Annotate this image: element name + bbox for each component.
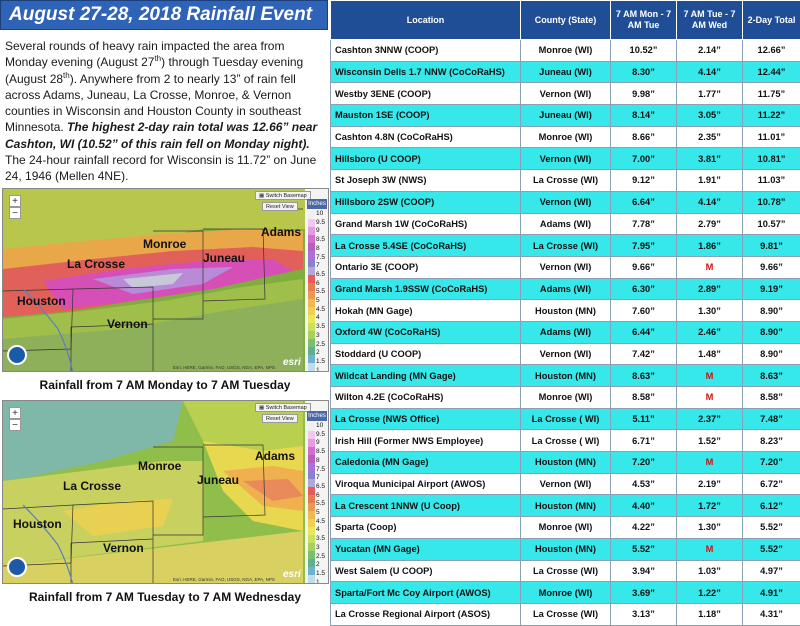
cell-location: Yucatan (MN Gage): [331, 538, 521, 560]
map-label-adams: Adams: [261, 225, 301, 239]
noaa-logo-icon: [7, 345, 27, 365]
cell-day2: 1.52”: [677, 430, 743, 452]
cell-day2: 1.86”: [677, 235, 743, 257]
map-label-la-crosse: La Crosse: [63, 479, 121, 493]
cell-day2: 2.79”: [677, 213, 743, 235]
cell-day2: M: [677, 387, 743, 409]
page-title: August 27-28, 2018 Rainfall Event: [9, 4, 312, 26]
cell-location: Wilton 4.2E (CoCoRaHS): [331, 387, 521, 409]
intro-part: ). Anywhere from 2 to nearly 13” of rain fell across Adams, Juneau, La Crosse, Monroe, & Vernon counties in Wisconsin and Houston County in southeast Minnesota.: [5, 72, 301, 135]
cell-location: Grand Marsh 1.9SSW (CoCoRaHS): [331, 278, 521, 300]
cell-county: Monroe (WI): [521, 517, 611, 539]
switch-basemap-label: Switch Basemap: [266, 405, 307, 411]
legend-value: 10: [316, 422, 325, 431]
header-day2[interactable]: 7 AM Tue - 7 AM Wed: [677, 1, 743, 40]
intro-sup: th: [63, 71, 70, 80]
zoom-in-button[interactable]: +: [9, 195, 21, 207]
table-row: [331, 408, 800, 430]
cell-total: 8.90”: [743, 321, 800, 343]
cell-total: 8.23”: [743, 430, 800, 452]
cell-location: Wisconsin Dells 1.7 NNW (CoCoRaHS): [331, 61, 521, 83]
map-caption-day2: Rainfall from 7 AM Tuesday to 7 AM Wednesday: [0, 590, 330, 604]
cell-day2: 4.14”: [677, 191, 743, 213]
table-row: [331, 517, 800, 539]
legend-value: 8.5: [316, 236, 325, 245]
cell-day1: 5.52”: [611, 538, 677, 560]
legend-value: 5: [316, 297, 325, 306]
table-row: [331, 256, 800, 278]
cell-total: 6.72”: [743, 473, 800, 495]
cell-location: Sparta (Coop): [331, 517, 521, 539]
cell-location: La Crescent 1NNW (U Coop): [331, 495, 521, 517]
cell-day1: 7.00”: [611, 148, 677, 170]
rainfall-map-day1[interactable]: [2, 188, 329, 372]
cell-day1: 4.53”: [611, 473, 677, 495]
rainfall-table: [330, 0, 800, 626]
map-attribution: Esri, HERE, Garmin, FAO, USGS, NGA, EPA, NPS: [173, 577, 275, 582]
cell-county: La Crosse ( WI): [521, 408, 611, 430]
legend-value: 7: [316, 262, 325, 271]
cell-location: Wildcat Landing (MN Gage): [331, 365, 521, 387]
cell-location: Hokah (MN Gage): [331, 300, 521, 322]
cell-location: Oxford 4W (CoCoRaHS): [331, 321, 521, 343]
table-row: [331, 365, 800, 387]
cell-location: Hillsboro (U COOP): [331, 148, 521, 170]
cell-day2: 1.18”: [677, 603, 743, 625]
legend-value: 3: [316, 332, 325, 341]
cell-county: Vernon (WI): [521, 83, 611, 105]
cell-county: Adams (WI): [521, 321, 611, 343]
cell-total: 4.97”: [743, 560, 800, 582]
cell-total: 5.52”: [743, 538, 800, 560]
table-row: [331, 538, 800, 560]
legend-value: 4.5: [316, 518, 325, 527]
cell-day2: 1.22”: [677, 582, 743, 604]
legend-values: [316, 422, 325, 584]
cell-county: Adams (WI): [521, 213, 611, 235]
legend-units: Inches: [307, 411, 327, 421]
cell-day2: 1.48”: [677, 343, 743, 365]
cell-day1: 8.30”: [611, 61, 677, 83]
cell-day1: 9.98”: [611, 83, 677, 105]
table-row: [331, 148, 800, 170]
cell-location: Westby 3ENE (COOP): [331, 83, 521, 105]
legend-value: 6: [316, 280, 325, 289]
legend-value: 9.5: [316, 431, 325, 440]
table-row: [331, 191, 800, 213]
cell-day2: M: [677, 365, 743, 387]
table-row: [331, 126, 800, 148]
legend-value: 7.5: [316, 254, 325, 263]
legend-value: 5: [316, 509, 325, 518]
cell-total: 6.12”: [743, 495, 800, 517]
table-row: [331, 321, 800, 343]
map-label-adams: Adams: [255, 449, 295, 463]
noaa-logo-icon: [7, 557, 27, 577]
switch-basemap-button[interactable]: ▦ Switch Basemap: [255, 403, 311, 412]
cell-total: 11.03”: [743, 170, 800, 192]
cell-total: 9.66”: [743, 256, 800, 278]
cell-day2: M: [677, 256, 743, 278]
cell-county: Vernon (WI): [521, 148, 611, 170]
cell-location: Mauston 1SE (COOP): [331, 105, 521, 127]
map-label-monroe: Monroe: [143, 237, 186, 251]
table-row: [331, 300, 800, 322]
cell-county: La Crosse ( WI): [521, 430, 611, 452]
legend-value: 9: [316, 227, 325, 236]
cell-day2: 2.37”: [677, 408, 743, 430]
map-label-juneau: Juneau: [197, 473, 239, 487]
cell-day2: 4.14”: [677, 61, 743, 83]
map-label-vernon: Vernon: [107, 317, 148, 331]
cell-day2: 2.35”: [677, 126, 743, 148]
legend-value: 4: [316, 314, 325, 323]
intro-text: [5, 38, 327, 185]
table-row: [331, 278, 800, 300]
table-row: [331, 105, 800, 127]
table-row: [331, 582, 800, 604]
table-row: [331, 343, 800, 365]
legend-value: 2.5: [316, 553, 325, 562]
cell-county: Monroe (WI): [521, 126, 611, 148]
cell-total: 10.57”: [743, 213, 800, 235]
cell-county: La Crosse (WI): [521, 170, 611, 192]
cell-location: St Joseph 3W (NWS): [331, 170, 521, 192]
cell-total: 12.44”: [743, 61, 800, 83]
cell-day2: 1.30”: [677, 300, 743, 322]
cell-day1: 5.11”: [611, 408, 677, 430]
switch-basemap-button[interactable]: ▦ Switch Basemap: [255, 191, 311, 200]
cell-day1: 3.69”: [611, 582, 677, 604]
cell-location: Sparta/Fort Mc Coy Airport (AWOS): [331, 582, 521, 604]
cell-day2: 2.19”: [677, 473, 743, 495]
legend-value: 1: [316, 367, 325, 372]
cell-total: 9.81”: [743, 235, 800, 257]
legend-value: 5.5: [316, 500, 325, 509]
esri-logo: esri: [283, 357, 301, 368]
legend-value: 5.5: [316, 288, 325, 297]
cell-total: 4.31”: [743, 603, 800, 625]
cell-day1: 9.12”: [611, 170, 677, 192]
legend-value: 6.5: [316, 483, 325, 492]
cell-day1: 7.20”: [611, 452, 677, 474]
cell-total: 11.75”: [743, 83, 800, 105]
cell-county: Houston (MN): [521, 452, 611, 474]
zoom-out-button[interactable]: −: [9, 419, 21, 431]
cell-county: Houston (MN): [521, 538, 611, 560]
rainfall-map-day2[interactable]: [2, 400, 329, 584]
table-row: [331, 40, 800, 62]
cell-day1: 3.13”: [611, 603, 677, 625]
cell-day2: 2.89”: [677, 278, 743, 300]
table-row: [331, 83, 800, 105]
cell-county: Houston (MN): [521, 300, 611, 322]
legend-value: 7.5: [316, 466, 325, 475]
legend-value: 3.5: [316, 323, 325, 332]
header-total[interactable]: 2-Day Total: [743, 1, 800, 40]
cell-total: 8.58”: [743, 387, 800, 409]
cell-day2: 1.03”: [677, 560, 743, 582]
table-row: [331, 235, 800, 257]
map-label-monroe: Monroe: [138, 459, 181, 473]
cell-day1: 7.78”: [611, 213, 677, 235]
cell-day2: 3.05”: [677, 105, 743, 127]
cell-county: La Crosse (WI): [521, 560, 611, 582]
cell-day1: 4.40”: [611, 495, 677, 517]
map-label-houston: Houston: [13, 517, 62, 531]
cell-day1: 6.30”: [611, 278, 677, 300]
table-row: [331, 170, 800, 192]
cell-day1: 6.71”: [611, 430, 677, 452]
cell-total: 8.90”: [743, 343, 800, 365]
cell-total: 8.90”: [743, 300, 800, 322]
intro-sup: th: [154, 54, 161, 63]
cell-county: Monroe (WI): [521, 387, 611, 409]
table-row: [331, 495, 800, 517]
legend-value: 1: [316, 579, 325, 584]
legend-value: 1.5: [316, 358, 325, 367]
cell-day1: 10.52”: [611, 40, 677, 62]
left-panel: [0, 0, 330, 612]
rainfall-map-day1-image: [3, 189, 329, 372]
map-label-houston: Houston: [17, 294, 66, 308]
table-row: [331, 61, 800, 83]
cell-county: La Crosse (WI): [521, 603, 611, 625]
cell-total: 12.66”: [743, 40, 800, 62]
cell-total: 11.22”: [743, 105, 800, 127]
cell-day2: M: [677, 538, 743, 560]
legend-value: 2: [316, 561, 325, 570]
cell-county: Vernon (WI): [521, 256, 611, 278]
cell-day1: 6.44”: [611, 321, 677, 343]
cell-location: Cashton 3NNW (COOP): [331, 40, 521, 62]
intro-part: The 24-hour rainfall record for Wisconsin is 11.72” on June 24, 1946 (Mellen 4NE).: [5, 153, 316, 183]
cell-day1: 3.94”: [611, 560, 677, 582]
legend-value: 4: [316, 526, 325, 535]
legend-value: 9.5: [316, 219, 325, 228]
cell-day2: M: [677, 452, 743, 474]
legend-value: 6.5: [316, 271, 325, 280]
cell-total: 10.81”: [743, 148, 800, 170]
table-row: [331, 452, 800, 474]
cell-county: Vernon (WI): [521, 343, 611, 365]
legend-value: 8: [316, 245, 325, 254]
cell-total: 10.78”: [743, 191, 800, 213]
cell-day2: 3.81”: [677, 148, 743, 170]
legend-value: 2: [316, 349, 325, 358]
esri-logo: esri: [283, 569, 301, 580]
cell-day1: 7.42”: [611, 343, 677, 365]
legend-value: 8: [316, 457, 325, 466]
cell-location: Cashton 4.8N (CoCoRaHS): [331, 126, 521, 148]
map-caption-day1: Rainfall from 7 AM Monday to 7 AM Tuesday: [0, 378, 330, 392]
cell-total: 4.91”: [743, 582, 800, 604]
cell-day1: 8.14”: [611, 105, 677, 127]
legend-value: 2.5: [316, 341, 325, 350]
switch-basemap-label: Switch Basemap: [266, 193, 307, 199]
cell-day2: 1.30”: [677, 517, 743, 539]
cell-day1: 7.95”: [611, 235, 677, 257]
cell-location: La Crosse Regional Airport (ASOS): [331, 603, 521, 625]
cell-day1: 8.66”: [611, 126, 677, 148]
cell-location: West Salem (U COOP): [331, 560, 521, 582]
map-label-vernon: Vernon: [103, 541, 144, 555]
rainfall-map-day2-image: [3, 401, 329, 584]
cell-day2: 1.91”: [677, 170, 743, 192]
cell-county: La Crosse (WI): [521, 235, 611, 257]
table-row: [331, 560, 800, 582]
cell-location: La Crosse (NWS Office): [331, 408, 521, 430]
legend-value: 4.5: [316, 306, 325, 315]
header-location[interactable]: Location: [331, 1, 521, 40]
legend-value: 7: [316, 474, 325, 483]
table-body: [331, 40, 800, 626]
cell-county: Houston (MN): [521, 495, 611, 517]
cell-county: Monroe (WI): [521, 582, 611, 604]
table-row: [331, 430, 800, 452]
legend-value: 3: [316, 544, 325, 553]
title-bar: [0, 0, 328, 30]
zoom-in-button[interactable]: +: [9, 407, 21, 419]
cell-day2: 1.72”: [677, 495, 743, 517]
cell-day1: 8.58”: [611, 387, 677, 409]
cell-location: La Crosse 5.4SE (CoCoRaHS): [331, 235, 521, 257]
cell-county: Vernon (WI): [521, 473, 611, 495]
reset-view-button[interactable]: Reset View: [262, 414, 298, 423]
cell-county: Juneau (WI): [521, 61, 611, 83]
cell-day1: 4.22”: [611, 517, 677, 539]
map-attribution: Esri, HERE, Garmin, FAO, USGS, NGA, EPA, NPS: [173, 365, 275, 370]
table-row: [331, 387, 800, 409]
cell-county: Vernon (WI): [521, 191, 611, 213]
cell-total: 8.63”: [743, 365, 800, 387]
cell-total: 9.19”: [743, 278, 800, 300]
cell-county: Houston (MN): [521, 365, 611, 387]
legend-value: 6: [316, 492, 325, 501]
map-label-juneau: Juneau: [203, 251, 245, 265]
cell-county: Monroe (WI): [521, 40, 611, 62]
map-label-la-crosse: La Crosse: [67, 257, 125, 271]
reset-view-button[interactable]: Reset View: [262, 202, 298, 211]
header-day1[interactable]: 7 AM Mon - 7 AM Tue: [611, 1, 677, 40]
legend-value: 8.5: [316, 448, 325, 457]
cell-location: Ontario 3E (COOP): [331, 256, 521, 278]
table-header-row: [331, 1, 800, 40]
cell-total: 7.48”: [743, 408, 800, 430]
cell-location: Grand Marsh 1W (CoCoRaHS): [331, 213, 521, 235]
legend-value: 10: [316, 210, 325, 219]
cell-location: Stoddard (U COOP): [331, 343, 521, 365]
legend-value: 9: [316, 439, 325, 448]
cell-county: Adams (WI): [521, 278, 611, 300]
table-row: [331, 473, 800, 495]
cell-location: Hillsboro 2SW (COOP): [331, 191, 521, 213]
legend-value: 1.5: [316, 570, 325, 579]
cell-location: Caledonia (MN Gage): [331, 452, 521, 474]
cell-county: Juneau (WI): [521, 105, 611, 127]
cell-day1: 9.66”: [611, 256, 677, 278]
legend-units: Inches: [307, 199, 327, 209]
cell-day1: 8.63”: [611, 365, 677, 387]
cell-day1: 6.64”: [611, 191, 677, 213]
cell-location: Viroqua Municipal Airport (AWOS): [331, 473, 521, 495]
rainfall-table-panel: [330, 0, 800, 612]
table-row: [331, 603, 800, 625]
cell-total: 11.01”: [743, 126, 800, 148]
cell-location: Irish Hill (Former NWS Employee): [331, 430, 521, 452]
cell-total: 5.52”: [743, 517, 800, 539]
intro-part: ) through Tuesday evening (August 28: [5, 55, 303, 85]
cell-day1: 7.60”: [611, 300, 677, 322]
cell-day2: 2.46”: [677, 321, 743, 343]
cell-day2: 1.77”: [677, 83, 743, 105]
table-row: [331, 213, 800, 235]
zoom-out-button[interactable]: −: [9, 207, 21, 219]
header-county[interactable]: County (State): [521, 1, 611, 40]
intro-part: Several rounds of heavy rain impacted the area from Monday evening (August 27: [5, 39, 284, 69]
legend-values: [316, 210, 325, 372]
legend-value: 3.5: [316, 535, 325, 544]
cell-total: 7.20”: [743, 452, 800, 474]
cell-day2: 2.14”: [677, 40, 743, 62]
intro-emphasis: The highest 2-day rain total was 12.66” near Cashton, WI (10.52” of this rain fell on Monday night).: [5, 120, 317, 150]
